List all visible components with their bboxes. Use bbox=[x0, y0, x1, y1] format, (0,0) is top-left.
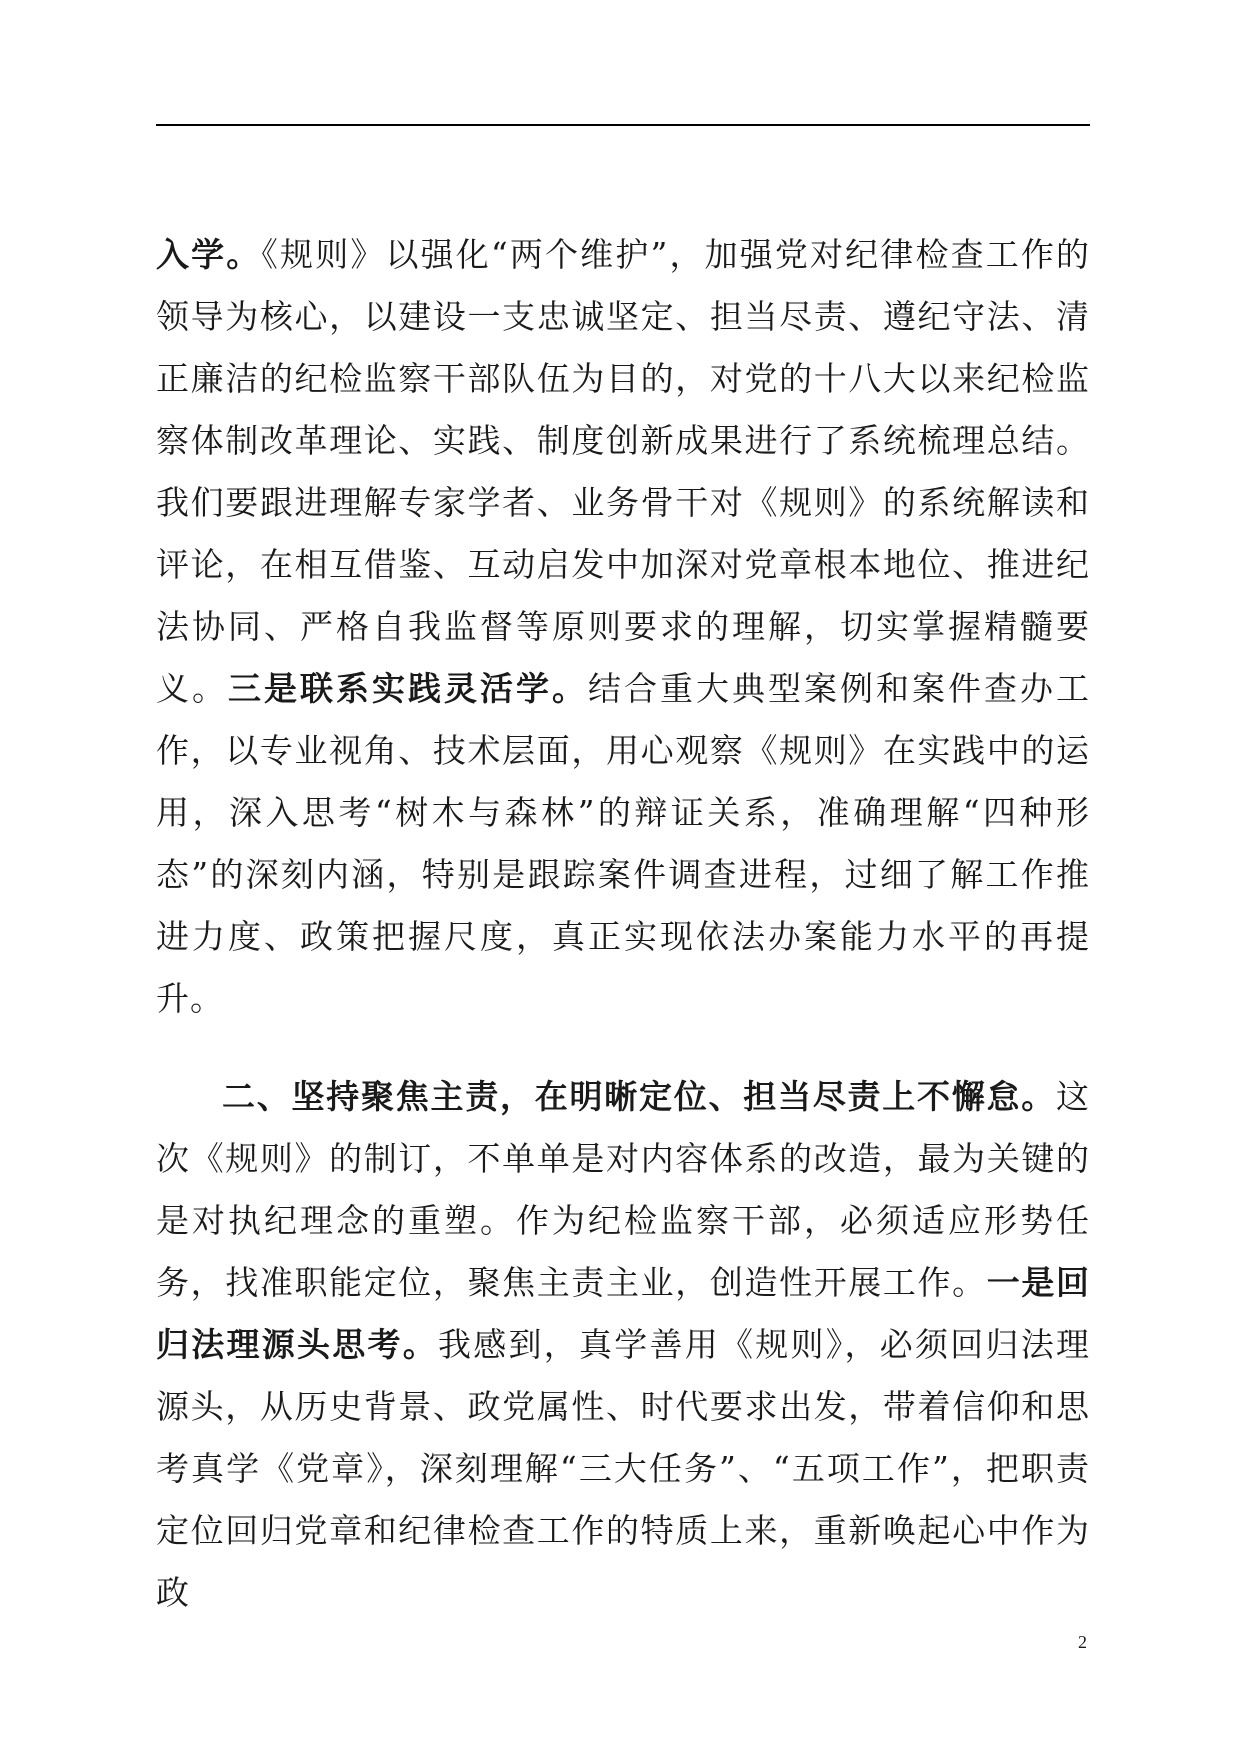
paragraph-2-text-b: 我感到，真学善用《规则》，必须回归法理源头，从历史背景、政党属性、时代要求出发，带着信仰和思考真学《党章》，深刻理解“三大任务”、“五项工作”，把职责定位回归党章和纪律检查工作的特质上来，重新唤起心中作为政 bbox=[156, 1325, 1090, 1612]
paragraph-2 bbox=[156, 1066, 1090, 1624]
header-rule bbox=[156, 124, 1090, 126]
page-number: 2 bbox=[1078, 1632, 1087, 1652]
document-body bbox=[156, 224, 1090, 1624]
paragraph-1-text-a: 《规则》以强化“两个维护”，加强党对纪律检查工作的领导为核心，以建设一支忠诚坚定、担当尽责、遵纪守法、清正廉洁的纪检监察干部队伍为目的，对党的十八大以来纪检监察体制改革理论、实践、制度创新成果进行了系统梳理总结。我们要跟进理解专家学者、业务骨干对《规则》的系统解读和评论，在相互借鉴、互动启发中加深对党章根本地位、推进纪法协同、严格自我监督等原则要求的理解，切实掌握精髓要义。 bbox=[156, 235, 1090, 708]
paragraph-1-lead-bold: 入学。 bbox=[156, 235, 262, 274]
paragraph-1-point-three-heading: 三是联系实践灵活学。 bbox=[228, 669, 588, 708]
section-two-heading: 二、坚持聚焦主责，在明晰定位、担当尽责上不懈怠。 bbox=[222, 1077, 1056, 1116]
paragraph-1 bbox=[156, 224, 1090, 1030]
paragraph-1-text-b: 结合重大典型案例和案件查办工作，以专业视角、技术层面，用心观察《规则》在实践中的运用，深入思考“树木与森林”的辩证关系，准确理解“四种形态”的深刻内涵，特别是跟踪案件调查进程，过细了解工作推进力度、政策把握尺度，真正实现依法办案能力水平的再提升。 bbox=[156, 669, 1090, 1018]
paragraph-2-text-a: 这次《规则》的制订，不单单是对内容体系的改造，最为关键的是对执纪理念的重塑。作为纪检监察干部，必须适应形势任务，找准职能定位，聚焦主责主业，创造性开展工作。 bbox=[156, 1077, 1090, 1302]
paragraph-2-point-one-heading: 一是回归法理源头思考。 bbox=[156, 1263, 1091, 1364]
